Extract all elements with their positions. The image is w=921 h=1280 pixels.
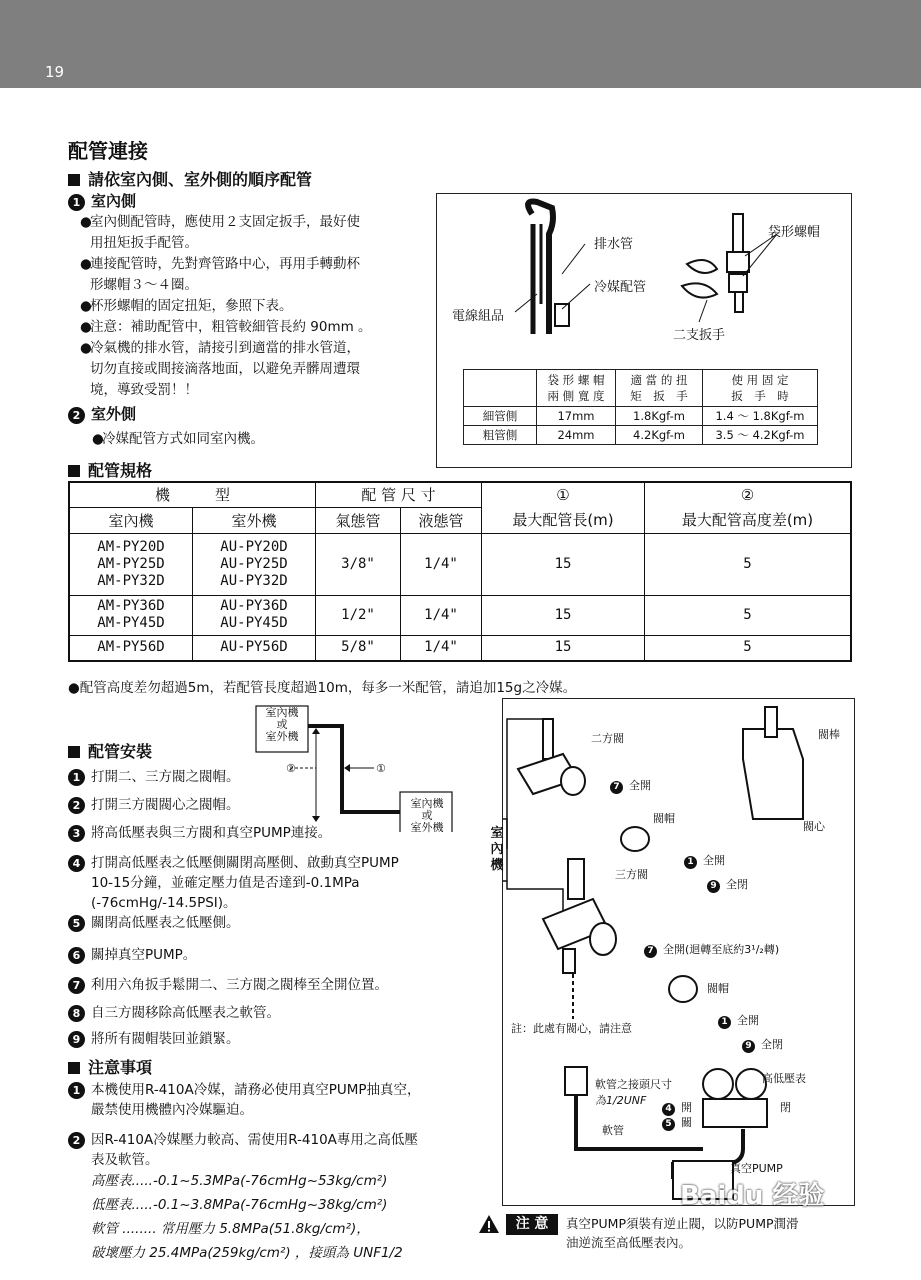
vacuum-pump-label: 真空PUMP — [730, 1162, 783, 1175]
valve-core-label: 閥心 — [803, 820, 825, 833]
full-close-9: 9 全閉 — [707, 876, 748, 893]
box-top-label: 室內機 或 室外機 — [265, 706, 299, 743]
mark-2: ② — [286, 762, 296, 775]
full-close-9b: 9 全閉 — [742, 1036, 783, 1053]
install-step: 2 打開三方閥閥心之閥帽。 — [68, 795, 240, 815]
list-item: ●室內側配管時，應使用２支固定扳手，最好使 用扭矩扳手配管。 — [80, 214, 360, 251]
watermark: Baidu 经验 — [680, 1181, 825, 1211]
col-pipe-size: 配 管 尺 寸 — [316, 482, 482, 507]
table-row: AM-PY56D AU-PY56D 5/8" 1/4" 15 5 — [69, 635, 851, 661]
list-item: ●注意：補助配管中，粗管較細管長約 90mm 。 — [80, 319, 372, 335]
col-gas: 氣態管 — [316, 507, 401, 533]
col-indoor: 室內機 — [69, 507, 193, 533]
table-row: 細管側 17mm 1.8Kgf-m 1.4 ～ 1.8Kgf-m — [464, 407, 818, 426]
full-open-1: 1 全開 — [684, 852, 725, 869]
table-row: 粗管側 24mm 4.2Kgf-m 3.5 ～ 4.2Kgf-m — [464, 426, 818, 445]
three-way-valve-label: 三方閥 — [615, 868, 648, 881]
outdoor-heading: 2 室外側 — [68, 403, 136, 424]
full-open-7b: 7 全開(迴轉至底約3¹/₂轉) — [644, 941, 779, 958]
table-row: AM-PY36D AM-PY45D AU-PY36D AU-PY45D 1/2" 1/4" 15 5 — [69, 595, 851, 635]
list-item: ●冷氣機的排水管，請接引到適當的排水管道， 切勿直接或間接滴落地面，以避免弄髒周遭環 境，導致受罰！！ — [80, 340, 360, 398]
install-step: 6 關掉真空PUMP。 — [68, 945, 196, 965]
install-step: 9 將所有閥帽裝回並鎖緊。 — [68, 1029, 240, 1049]
col-max-length: 最大配管長(m) — [482, 507, 645, 533]
indoor-unit-label: 室內機 — [490, 826, 504, 873]
col-mark-1: ① — [482, 482, 645, 507]
list-item: ●連接配管時，先對齊管路中心，再用手轉動杯 形螺帽３～４圈。 — [80, 256, 360, 293]
spec-heading: 配管規格 — [68, 458, 152, 481]
install-step: 7 利用六角扳手鬆開二、三方閥之閥棒至全開位置。 — [68, 975, 388, 995]
hose-size-label: 軟管之接頭尺寸 為1/2UNF — [595, 1078, 672, 1107]
warning-icon — [478, 1214, 500, 1234]
refrigerant-pipe-label: 冷媒配管 — [594, 280, 647, 295]
page-title: 配管連接 — [68, 139, 148, 163]
col-model: 機 型 — [69, 482, 316, 507]
mark-1: ① — [376, 762, 386, 775]
caution-heading: 注意事項 — [68, 1055, 152, 1078]
open-4-label: 4 開 — [662, 1099, 692, 1116]
col-max-height: 最大配管高度差(m) — [645, 507, 852, 533]
install-step: 3 將高低壓表與三方閥和真空PUMP連接。 — [68, 823, 331, 843]
caution-item-2: 2 因R-410A冷媒壓力較高、需使用R-410A專用之高低壓 表及軟管。 — [68, 1130, 418, 1170]
torque-header-fixed: 使 用 固 定 扳 手 時 — [703, 370, 818, 407]
install-step: 4 打開高低壓表之低壓側關閉高壓側、啟動真空PUMP 10-15分鐘，並確定壓力值是否達到-0.1MPa (-76cmHg/-14.5PSI)。 — [68, 853, 399, 913]
col-outdoor: 室外機 — [193, 507, 316, 533]
install-heading: 配管安裝 — [68, 739, 152, 762]
box-bottom-label: 室內機 或 室外機 — [410, 797, 444, 834]
col-liquid: 液態管 — [401, 507, 482, 533]
torque-header-wrench: 適 當 的 扭 矩 扳 手 — [616, 370, 703, 407]
close-right-label: 閉 — [780, 1101, 791, 1114]
list-item: ●杯形螺帽的固定扭矩，參照下表。 — [80, 298, 293, 314]
spec-note: ●配管高度差勿超過5m，若配管長度超過10m，每多一米配管，請追加15g之冷媒。 — [68, 680, 577, 696]
gauge-specs: 高壓表.....-0.1~5.3MPa(-76cmHg~53kg/cm²) 低壓表.....-0.1~3.8MPa(-76cmHg~38kg/cm²) 軟管 ........ 常用壓力 5.8MPa(51.8kg/cm²)， 破壞壓力 25.4MPa(259kg/cm²) ，接頭為 UNF1/2 — [91, 1173, 403, 1261]
cap-b-label: 閥帽 — [707, 982, 729, 995]
drain-pipe-label: 排水管 — [594, 237, 634, 252]
valve-rod-label: 閥棒 — [818, 728, 840, 741]
hose-label: 軟管 — [602, 1124, 624, 1137]
cap-a-label: 閥帽 — [653, 812, 675, 825]
full-open-1b: 1 全開 — [718, 1012, 759, 1029]
valve-core-note: 註：此處有閥心，請注意 — [511, 1022, 632, 1035]
install-step: 5 關閉高低壓表之低壓側。 — [68, 913, 240, 933]
torque-table — [463, 369, 818, 445]
page-header-bar — [0, 0, 921, 88]
piping-spec-table — [68, 481, 852, 662]
caution-item-1: 1 本機使用R-410A冷媒，請務必使用真空PUMP抽真空， 嚴禁使用機體內冷媒驅迫。 — [68, 1080, 421, 1120]
two-way-valve-label: 二方閥 — [591, 732, 624, 745]
wire-assembly-label: 電線組品 — [452, 309, 505, 324]
install-step: 8 自三方閥移除高低壓表之軟管。 — [68, 1003, 280, 1023]
flare-nut-label: 袋形螺帽 — [768, 225, 821, 240]
order-heading: 請依室內側、室外側的順序配管 — [68, 167, 312, 190]
install-step: 1 打開二、三方閥之閥帽。 — [68, 767, 240, 787]
page-number: 19 — [45, 63, 65, 81]
two-wrench-label: 二支扳手 — [673, 328, 726, 343]
notice-badge: 注 意 — [506, 1214, 558, 1235]
table-row: AM-PY20D AM-PY25D AM-PY32D AU-PY20D AU-PY25D AU-PY32D 3/8" 1/4" 15 5 — [69, 533, 851, 595]
indoor-bullets — [80, 212, 420, 401]
torque-header-width: 袋 形 螺 帽 兩 側 寬 度 — [537, 370, 616, 407]
close-5-label: 5 關 — [662, 1114, 692, 1131]
full-open-7a: 7 全開 — [610, 777, 651, 794]
notice-text: 真空PUMP須裝有逆止閥，以防PUMP潤滑 油逆流至高低壓表內。 — [566, 1216, 799, 1250]
indoor-heading: 1 室內側 — [68, 190, 136, 211]
outdoor-bullet: ●冷媒配管方式如同室內機。 — [92, 431, 264, 447]
gauge-label: 高低壓表 — [762, 1072, 806, 1085]
col-mark-2: ② — [645, 482, 852, 507]
